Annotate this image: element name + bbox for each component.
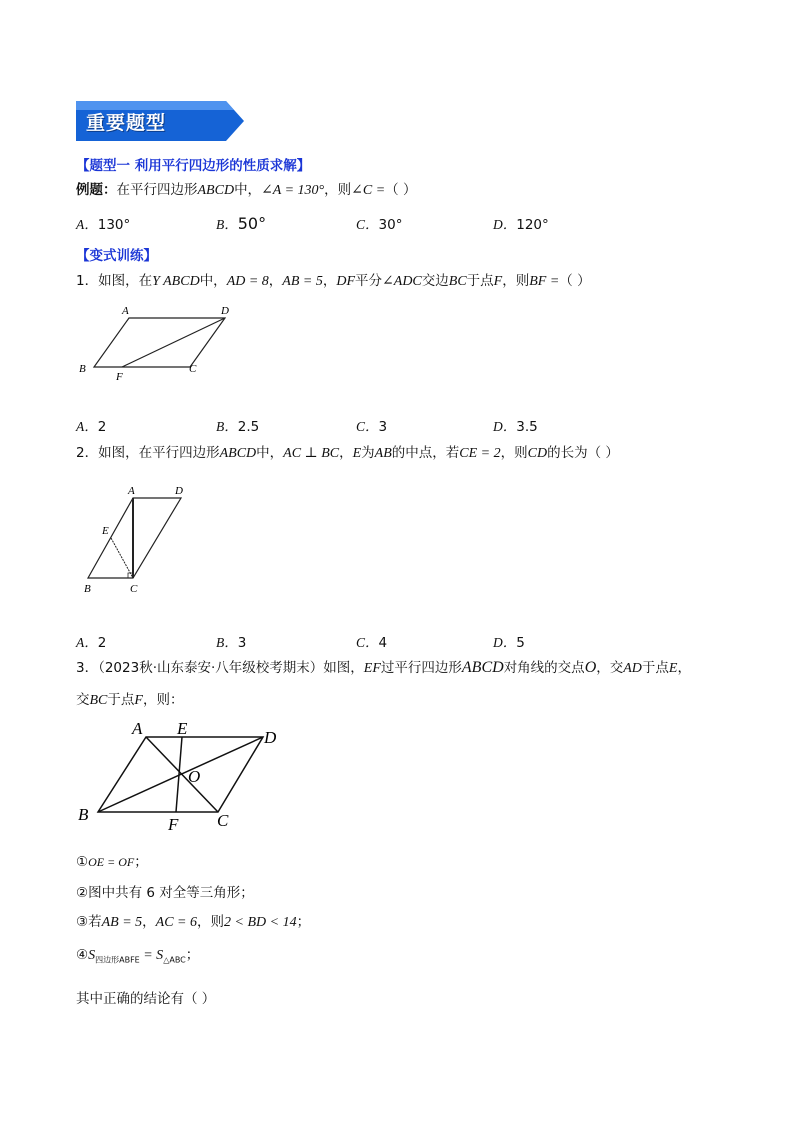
q3-label-f: F <box>168 815 179 834</box>
math-abcd: ABCD <box>197 183 235 198</box>
q2-option-d[interactable]: D．5 <box>493 635 525 651</box>
q2-label-d: D <box>175 485 183 497</box>
q2-label-b: B <box>84 583 91 595</box>
q3-stem-line2: 交BC于点F，则： <box>76 692 184 708</box>
q1-label-a: A <box>122 305 129 317</box>
q3-label-d: D <box>264 728 277 747</box>
q3-figure <box>70 712 290 837</box>
q3-label-c: C <box>217 811 229 830</box>
q3-label-a: A <box>132 719 143 738</box>
example-option-b[interactable]: B．50° <box>216 214 267 233</box>
q3-statement-2: ②图中共有 6 对全等三角形； <box>76 885 254 901</box>
section-heading-type1: 【题型一 利用平行四边形的性质求解】 <box>76 158 311 174</box>
q1-option-c[interactable]: C．3 <box>356 419 388 435</box>
math-angle-c: ∠C = <box>351 183 386 198</box>
q2-option-c[interactable]: C．4 <box>356 635 388 651</box>
section-heading-practice: 【变式训练】 <box>76 248 157 264</box>
example-option-c[interactable]: C．30° <box>356 217 403 233</box>
math-angle-a: ∠A = 130° <box>261 183 325 198</box>
q2-stem: 2．如图，在平行四边形ABCD中，AC ⊥ BC，E为AB的中点，若CE = 2，则CD的长为（ ） <box>76 445 619 461</box>
q1-label-b: B <box>79 363 86 375</box>
q1-option-a[interactable]: A．2 <box>76 419 107 435</box>
q1-option-d[interactable]: D．3.5 <box>493 419 538 435</box>
example-option-a[interactable]: A．130° <box>76 217 131 233</box>
q1-label-d: D <box>221 305 229 317</box>
q3-statement-3: ③若AB = 5，AC = 6，则2 < BD < 14； <box>76 914 311 930</box>
q3-label-b: B <box>78 805 89 824</box>
q1-stem: 1．如图，在Y ABCD中，AD = 8，AB = 5，DF平分∠ADC交边BC于点F，则BF =（ ） <box>76 273 591 289</box>
q3-statement-4: $④S_{四边形ABFE} = S_{\triangle ABC}$； <box>76 947 200 965</box>
q3-stem-line1: 3．（2023秋·山东泰安·八年级校考期末）如图，EF过平行四边形ABCD对角线的交点O，交AD于点E， <box>76 659 691 676</box>
q3-label-e: E <box>177 719 188 738</box>
q3-statement-1: ①OE = OF； <box>76 854 148 870</box>
example-question: 例题：在平行四边形ABCD中，∠A = 130°，则∠C =（ ） <box>76 182 417 198</box>
q2-option-b[interactable]: B．3 <box>216 635 247 651</box>
q1-option-b[interactable]: B．2.5 <box>216 419 260 435</box>
example-label: 例题： <box>76 182 117 198</box>
q3-conclusion: 其中正确的结论有（ ） <box>76 991 216 1007</box>
q1-label-c: C <box>189 363 197 375</box>
example-option-d[interactable]: D．120° <box>493 217 549 233</box>
q1-label-f: F <box>116 371 123 383</box>
banner-title: 重要题型 <box>86 112 167 134</box>
q2-label-a: A <box>128 485 135 497</box>
q3-label-o: O <box>188 767 201 786</box>
q2-label-e: E <box>102 525 109 537</box>
q2-figure <box>78 480 198 600</box>
q2-label-c: C <box>130 583 138 595</box>
q1-figure <box>70 298 250 388</box>
q2-option-a[interactable]: A．2 <box>76 635 107 651</box>
